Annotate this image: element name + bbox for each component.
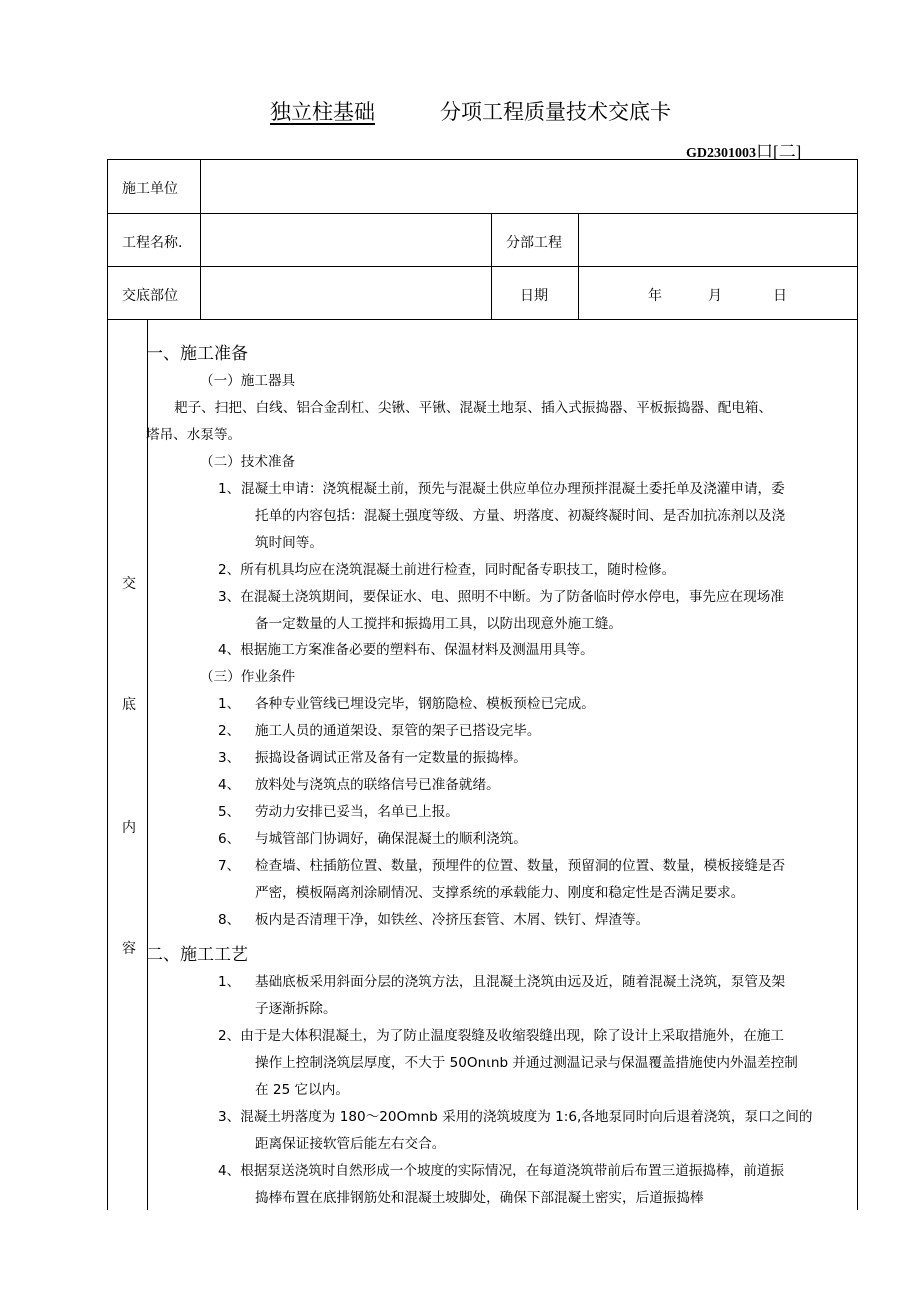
process-4-line-1: 4、根据泵送浇筑时自然形成一个坡度的实际情况，在每道浇筑带前后布置三道振捣棒，前道振 [218, 1163, 784, 1179]
condition-6-number: 6、 [218, 831, 241, 847]
date-year: 年 [648, 288, 662, 304]
condition-1: 各种专业管线已埋设完毕，钢筋隐检、模板预检已完成。 [255, 696, 595, 712]
title-main: 分项工程质量技术交底卡 [440, 100, 671, 124]
process-1-line-1: 基础底板采用斜面分层的浇筑方法，且混凝土浇筑由远及近，随着混凝土浇筑，泵管及架 [255, 974, 786, 990]
condition-8-number: 8、 [218, 912, 241, 928]
side-label-1: 交 [122, 576, 136, 592]
process-3-line-2: 距离保证接软管后能左右交合。 [255, 1136, 446, 1152]
process-1-number: 1、 [218, 974, 241, 990]
subsection-conditions: （三）作业条件 [200, 669, 296, 685]
condition-5: 劳动力安排已妥当，名单已上报。 [255, 804, 459, 820]
process-2-line-2: 操作上控制浇筑层厚度，不大于 50Onιnb 并通过测温记录与保温覆盖措施使内外温差控制 [255, 1055, 798, 1071]
condition-8: 板内是否清理干净，如铁丝、冷挤压套管、木屑、铁钉、焊渣等。 [255, 912, 650, 928]
tech-1-line-1: 混凝土申请：浇筑棍凝土前，预先与混凝土供应单位办理预拌混凝土委托单及浇灌申请，委 [241, 481, 785, 497]
subsection-tech: （二）技术准备 [200, 454, 296, 470]
label-project-name: 工程名称. [122, 235, 183, 251]
condition-1-number: 1、 [218, 696, 241, 712]
side-label-2: 底 [122, 697, 136, 713]
process-2-line-1: 2、由于是大体积混凝土，为了防止温度裂缝及收缩裂缝出现，除了设计上采取措施外，在施工 [218, 1028, 784, 1044]
form-code-number: GD2301003 [686, 146, 756, 161]
form-code-box: 口[二] [756, 142, 802, 161]
label-construction-unit: 施工单位 [122, 181, 178, 197]
tech-3-line-2: 备一定数量的人工搅拌和振捣用工具，以防出现意外施工缝。 [255, 616, 623, 632]
process-2-line-3: 在 25 它以内。 [255, 1082, 349, 1098]
section-2-title: 二、施工工艺 [146, 945, 248, 965]
side-label-3: 内 [122, 820, 136, 836]
condition-7-number: 7、 [218, 858, 241, 874]
process-1-line-2: 子逐渐拆除。 [255, 1001, 337, 1017]
date-month: 月 [708, 288, 722, 304]
tech-4: 4、根据施工方案准备必要的塑料布、保温材料及测温用具等。 [218, 642, 594, 658]
process-3-line-1: 3、混凝土坍落度为 180～20Omnb 采用的浇筑坡度为 1:6,各地泵同时向后退着浇筑，泵口之间的 [218, 1109, 813, 1125]
title-subject: 独立柱基础 [270, 100, 375, 124]
condition-5-number: 5、 [218, 804, 241, 820]
condition-7-line-2: 严密，模板隔离剂涂刷情况、支撑系统的承载能力、刚度和稳定性是否满足要求。 [255, 885, 745, 901]
tech-1-line-3: 筑时间等。 [255, 535, 323, 551]
section-1-title: 一、施工准备 [146, 344, 248, 364]
tech-2: 2、所有机具均应在浇筑混凝土前进行检查，同时配备专职技工，随时检修。 [218, 562, 676, 578]
condition-7-line-1: 检查墙、柱插筋位置、数量，预埋件的位置、数量，预留洞的位置、数量，模板接缝是否 [255, 858, 786, 874]
condition-4: 放料处与浇筑点的联络信号已准备就绪。 [255, 777, 500, 793]
condition-3-number: 3、 [218, 750, 241, 766]
condition-6: 与城管部门协调好，确保混凝土的顺利浇筑。 [255, 831, 527, 847]
process-4-line-2: 捣棒布置在底排钢筋处和混凝土坡脚处，确保下部混凝土密实，后道振捣棒 [255, 1190, 704, 1206]
tech-3-line-1: 3、在混凝土浇筑期间，要保证水、电、照明不中断。为了防备临时停水停电，事先应在现场准 [218, 589, 784, 605]
tools-line-1: 耙子、扫把、白线、铝合金刮杠、尖锹、平锹、混凝土地泵、插入式振捣器、平板振捣器、配电箱、 [174, 400, 773, 416]
condition-2: 施工人员的通道架设、泵管的架子已搭设完毕。 [255, 723, 541, 739]
label-division: 分部工程 [506, 235, 562, 251]
label-handover-part: 交底部位 [122, 288, 178, 304]
condition-4-number: 4、 [218, 777, 241, 793]
condition-2-number: 2、 [218, 723, 241, 739]
condition-3: 振捣设备调试正常及备有一定数量的振捣棒。 [255, 750, 527, 766]
side-label-4: 容 [122, 941, 136, 957]
date-day: 日 [773, 288, 787, 304]
tech-1-line-2: 托单的内容包括：混凝土强度等级、方量、坍落度、初凝终凝时间、是否加抗冻剂以及浇 [255, 508, 786, 524]
subsection-tools: （一）施工器具 [200, 373, 296, 389]
tools-line-2: 塔吊、水泵等。 [146, 427, 242, 443]
tech-1-number: 1、 [218, 481, 241, 497]
label-date: 日期 [520, 288, 548, 304]
